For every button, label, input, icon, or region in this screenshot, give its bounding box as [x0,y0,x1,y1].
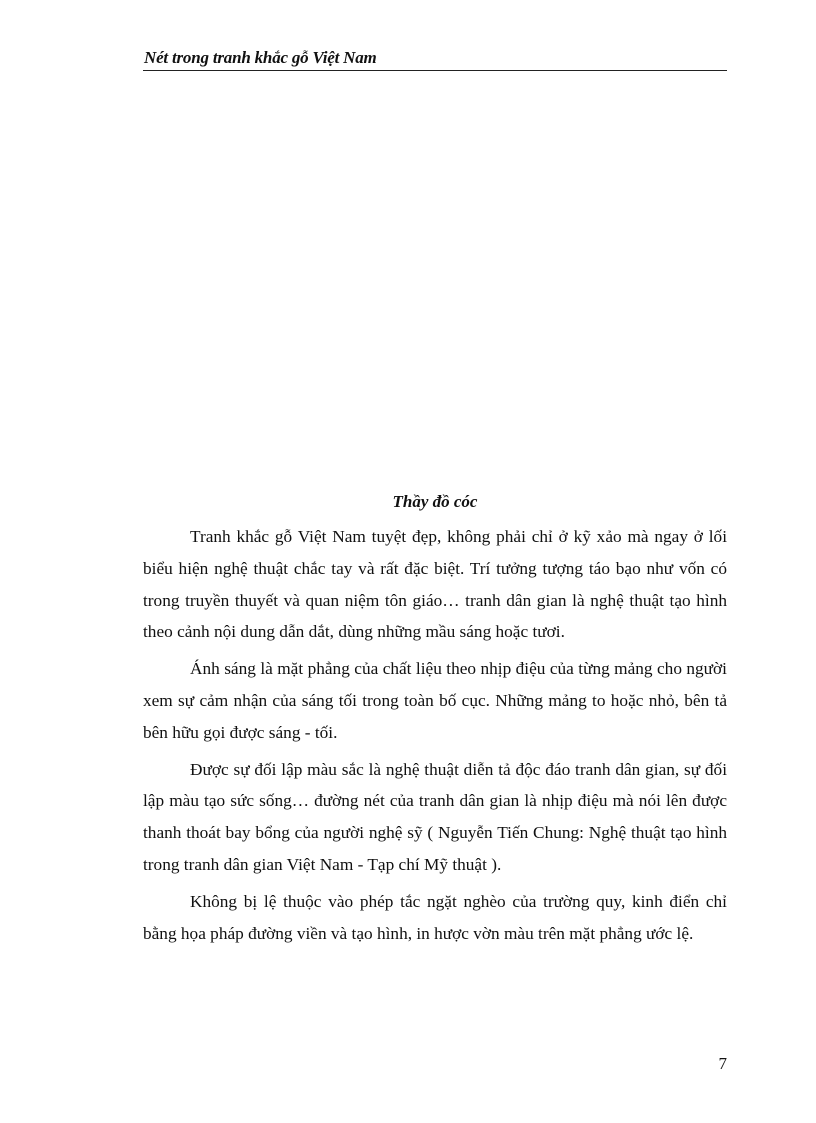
page-number: 7 [718,1054,727,1073]
paragraph: Được sự đối lập màu sắc là nghệ thuật diễn tả độc đáo tranh dân gian, sự đối lập màu tạo sức sống… đường nét của tranh dân gian là nhịp điệu mà nói lên được thanh thoát bay bổng của người nghệ sỹ ( Nguyễn Tiến Chung: Nghệ thuật tạo hình trong tranh dân gian Việt Nam - Tạp chí Mỹ thuật ). [143,759,727,874]
paragraph: Tranh khắc gỗ Việt Nam tuyệt đẹp, không phải chỉ ở kỹ xảo mà ngay ở lối biểu hiện nghệ thuật chắc tay và rất đặc biệt. Trí tưởng tượng táo bạo như vốn có trong truyền thuyết và quan niệm tôn giáo… tranh dân gian là nghệ thuật tạo hình theo cảnh nội dung dẫn dắt, dùng những mầu sáng hoặc tươi. [143,527,727,642]
paragraph: Không bị lệ thuộc vào phép tắc ngặt nghèo của trường quy, kinh điển chỉ bằng họa pháp đường viền và tạo hình, in hược vờn màu trên mặt phẳng ước lệ. [143,891,727,943]
running-header-title: Nét trong tranh khắc gỗ Việt Nam [144,48,377,67]
figure-caption: Thầy đồ cóc [392,492,478,511]
running-header [143,48,727,71]
body-text [143,521,727,954]
paragraph: Ánh sáng là mặt phẳng của chất liệu theo nhịp điệu của từng mảng cho người xem sự cảm nhận của sáng tối trong toàn bố cục. Những mảng to hoặc nhỏ, bên tả bên hữu gọi được sáng - tối. [143,659,727,742]
